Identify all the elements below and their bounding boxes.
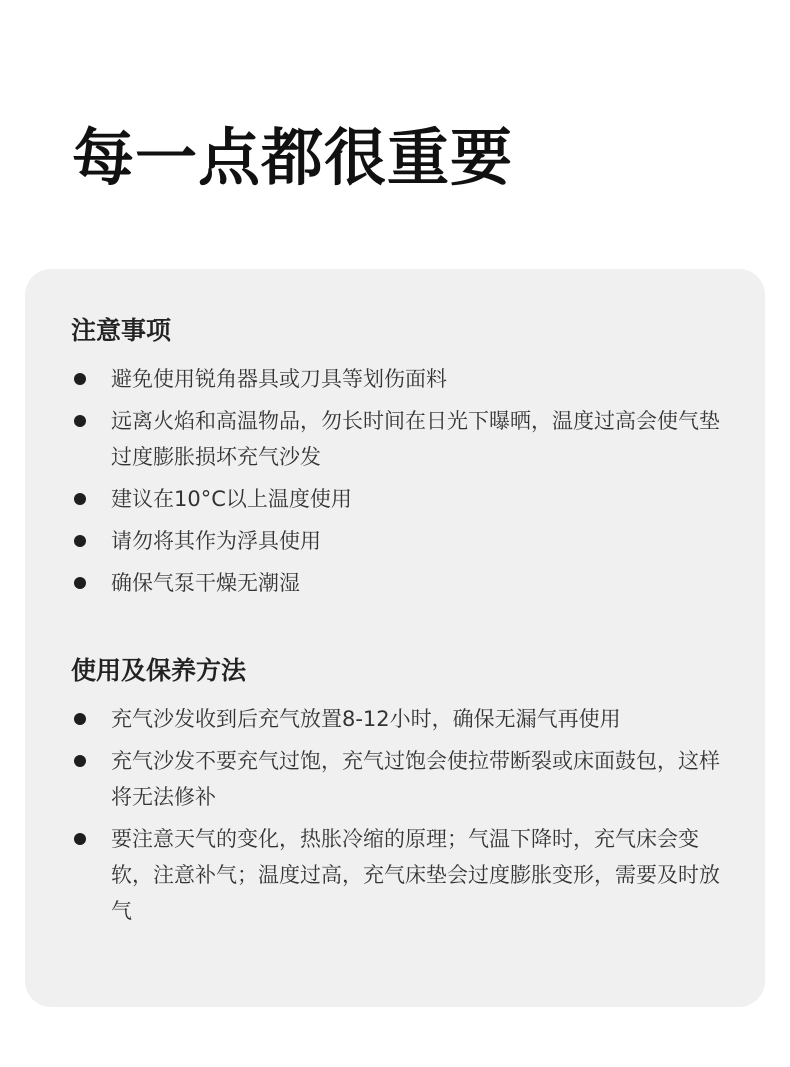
list-item-text: 避免使用锐角器具或刀具等划伤面料 xyxy=(111,367,447,391)
info-card xyxy=(25,269,765,1007)
bullet-icon xyxy=(74,493,86,505)
bullet-icon xyxy=(74,833,86,845)
precautions-list xyxy=(71,361,731,601)
section-heading: 注意事项 xyxy=(71,316,172,345)
list-item-text: 要注意天气的变化，热胀冷缩的原理；气温下降时，充气床会变软，注意补气；温度过高，充气床垫会过度膨胀变形，需要及时放气 xyxy=(111,827,720,923)
list-item xyxy=(71,523,731,559)
page-title: 每一点都很重要 xyxy=(72,121,514,194)
bullet-icon xyxy=(74,577,86,589)
list-item xyxy=(71,701,731,737)
section-precautions xyxy=(71,313,731,607)
usage-list xyxy=(71,701,731,929)
list-item-text: 建议在10°C以上温度使用 xyxy=(111,487,352,511)
list-item-text: 充气沙发收到后充气放置8-12小时，确保无漏气再使用 xyxy=(111,707,621,731)
list-item-text: 充气沙发不要充气过饱，充气过饱会使拉带断裂或床面鼓包，这样将无法修补 xyxy=(111,749,720,809)
bullet-icon xyxy=(74,373,86,385)
section-heading: 使用及保养方法 xyxy=(71,656,247,685)
bullet-icon xyxy=(74,535,86,547)
list-item xyxy=(71,481,731,517)
bullet-icon xyxy=(74,415,86,427)
list-item xyxy=(71,743,731,815)
section-usage-maintenance xyxy=(71,653,731,935)
list-item xyxy=(71,821,731,929)
list-item-text: 确保气泵干燥无潮湿 xyxy=(111,571,300,595)
list-item-text: 请勿将其作为浮具使用 xyxy=(111,529,321,553)
list-item xyxy=(71,403,731,475)
list-item xyxy=(71,361,731,397)
bullet-icon xyxy=(74,755,86,767)
bullet-icon xyxy=(74,713,86,725)
list-item xyxy=(71,565,731,601)
list-item-text: 远离火焰和高温物品，勿长时间在日光下曝晒，温度过高会使气垫过度膨胀损坏充气沙发 xyxy=(111,409,720,469)
